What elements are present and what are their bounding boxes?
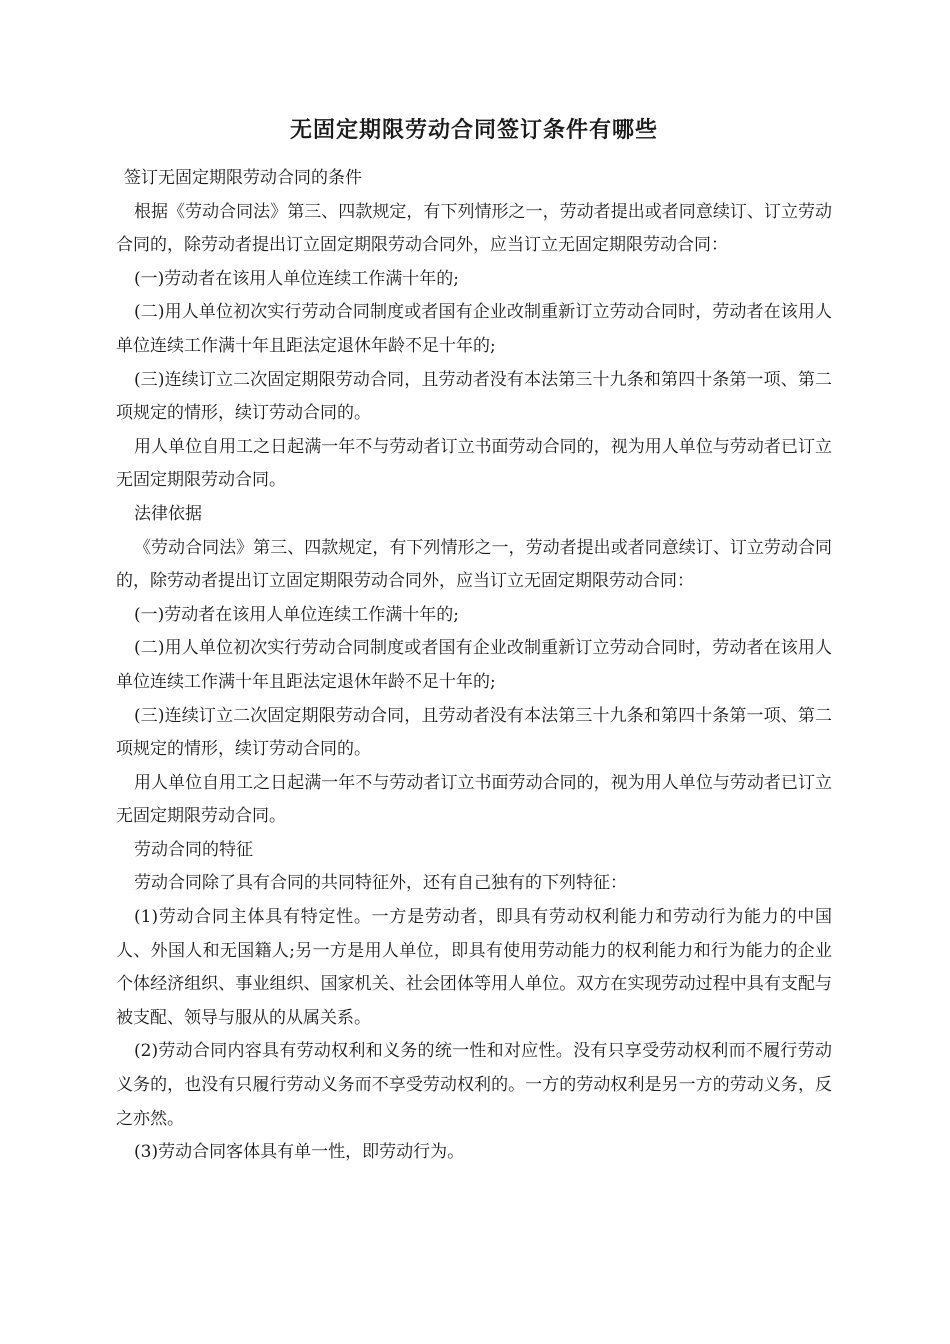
paragraph: 《劳动合同法》第三、四款规定，有下列情形之一，劳动者提出或者同意续订、订立劳动合同的，除劳动者提出订立固定期限劳动合同外，应当订立无固定期限劳动合同：	[116, 537, 832, 592]
document-title: 无固定期限劳动合同签订条件有哪些	[289, 117, 658, 143]
list-item: (二)用人单位初次实行劳动合同制度或者国有企业改制重新订立劳动合同时，劳动者在该用人单位连续工作满十年且距法定退休年龄不足十年的;	[116, 302, 832, 356]
section-heading-conditions: 签订无固定期限劳动合同的条件	[124, 168, 362, 188]
list-item: (一)劳动者在该用人单位连续工作满十年的;	[134, 604, 459, 625]
list-item: (二)用人单位初次实行劳动合同制度或者国有企业改制重新订立劳动合同时，劳动者在该用人单位连续工作满十年且距法定退休年龄不足十年的;	[116, 638, 832, 692]
paragraph: 用人单位自用工之日起满一年不与劳动者订立书面劳动合同的，视为用人单位与劳动者已订立无固定期限劳动合同。	[116, 772, 832, 827]
section-heading-features: 劳动合同的特征	[134, 839, 253, 860]
list-item: (1)劳动合同主体具有特定性。一方是劳动者，即具有劳动权利能力和劳动行为能力的中国人、外国人和无国籍人;另一方是用人单位，即具有使用劳动能力的权利能力和行为能力的企业个体经济组织、事业组织、国家机关、社会团体等用人单位。双方在实现劳动过程中具有支配与被支配、领导与服从的从属关系。	[116, 907, 832, 1028]
section-heading-legal-basis: 法律依据	[134, 503, 202, 524]
paragraph: 劳动合同除了具有合同的共同特征外，还有自己独有的下列特征：	[134, 873, 627, 894]
list-item: (3)劳动合同客体具有单一性，即劳动行为。	[134, 1142, 465, 1163]
document-page	[116, 112, 832, 1170]
paragraph: 根据《劳动合同法》第三、四款规定，有下列情形之一，劳动者提出或者同意续订、订立劳动合同的，除劳动者提出订立固定期限劳动合同外，应当订立无固定期限劳动合同：	[116, 201, 832, 256]
list-item: (一)劳动者在该用人单位连续工作满十年的;	[134, 268, 459, 289]
list-item: (三)连续订立二次固定期限劳动合同，且劳动者没有本法第三十九条和第四十条第一项、第二项规定的情形，续订劳动合同的。	[116, 369, 832, 424]
list-item: (三)连续订立二次固定期限劳动合同，且劳动者没有本法第三十九条和第四十条第一项、第二项规定的情形，续订劳动合同的。	[116, 705, 832, 760]
paragraph: 用人单位自用工之日起满一年不与劳动者订立书面劳动合同的，视为用人单位与劳动者已订立无固定期限劳动合同。	[116, 436, 832, 491]
list-item: (2)劳动合同内容具有劳动权利和义务的统一性和对应性。没有只享受劳动权利而不履行劳动义务的，也没有只履行劳动义务而不享受劳动权利的。一方的劳动权利是另一方的劳动义务，反之亦然。	[116, 1041, 832, 1129]
